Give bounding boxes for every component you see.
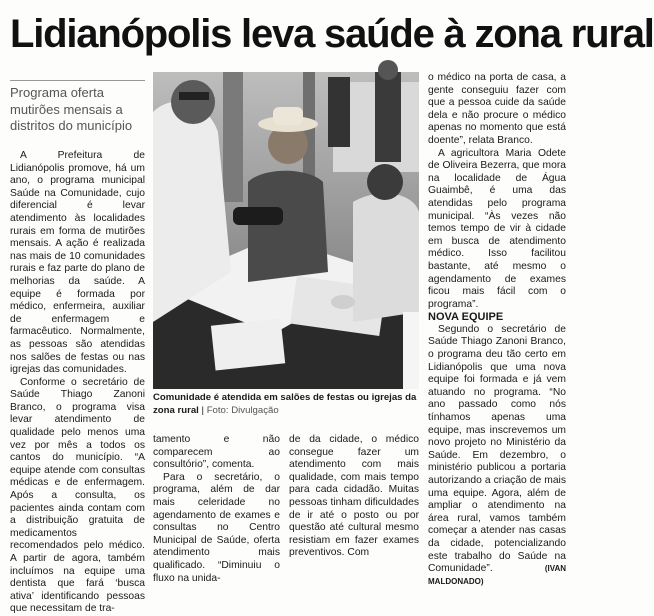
photo-caption [153,392,419,422]
section-title: NOVA EQUIPE [428,311,504,324]
paragraph: tamento e não comparecem ao consultório”, comenta. [153,434,280,471]
caption-text: Comunidade é atendida em salões de festas ou igrejas da zona rural [153,392,417,416]
paragraph: Para o secretário, o programa, além de dar mais celeridade no agendamento de exames e consultas no Centro Municipal de Saúde, oferta atendimento mais qualificado. “Diminuiu o fluxo na unida- [153,471,280,584]
paragraph-text: Segundo o secretário de Saúde Thiago Zanoni Branco, o programa deu tão certo em Lidianópolis que uma nova equipe foi formada e já vem atuando no programa. “No ano passado como nós tínhamos apenas uma equipe, mas inscrevemos um novo projeto no Ministério da Saúde. Em dezembro, o ministério publicou a portaria autorizando a criação de mais uma equipe. Agora, além de ampliar o atendimento na área rural, vamos também começar a atender nas casas da cidade, potencializando este trabalho do Saúde na Comunidade”. [428,323,566,575]
paragraph [428,324,566,588]
column-4 [428,72,566,586]
photo-credit: Foto: Divulgação [206,404,279,416]
headline: Lidianópolis leva saúde à zona rural [10,12,654,56]
subheadline: Programa oferta mutirões mensais a distritos do município [10,80,145,143]
article-photo [153,72,419,389]
paragraph: o médico na porta de casa, a gente conseguiu fazer com que a pessoa cuide da saúde dela e não procure o médico apenas no momento que está doente”, relata Branco. [428,72,566,146]
photo-illustration [153,72,419,389]
paragraph: Conforme o secretário de Saúde Thiago Zanoni Branco, o programa visa levar atendimento de qualidade pelo menos uma vez por mês a todos os cantos do município. “A equipe atende com consultas médicas e de enfermagem. Após a consulta, os pacientes ainda contam com a distribuição gratuita de medicamentos recomendados pelo médico. A partir de agora, também incluímos na equipe uma dentista que fará ‘busca ativa’ identificando pessoas que necessitam de tra- [10,376,145,615]
column-2 [153,434,280,584]
caption-separator: | [198,404,207,416]
column-1 [10,150,145,615]
column-3 [289,434,419,564]
paragraph: de da cidade, o médico consegue fazer um atendimento com mais qualidade, com mais tempo para cada cidadão. Muitas pessoas tinham dificuldades de ir até o posto ou por questão até cultural mesmo resistiam em fazer exames preventivos. Com [289,434,419,559]
paragraph: A Prefeitura de Lidianópolis promove, há um ano, o programa municipal Saúde na Comunidade, cujo diferencial é levar atendimento às localidades rurais em forma de mutirões mensais. A ação é realizada nas mais de 10 comunidades rurais e faz parte do plano de melhorias da saúde. A equipe é formada por médico, enfermeira, auxiliar de enfermagem e farmacêutico. Normalmente, as pessoas são atendidas nos salões de festas ou nas igrejas das comunidades. [10,150,145,376]
paragraph: A agricultora Maria Odete de Oliveira Bezerra, que mora na localidade de Água Guaimbê, é uma das atendidas pelo programa municipal. “Às vezes não temos tempo de vir à cidade em busca de atendimento médico. Isso facilitou bastante, até mesmo o agendamento de exames ficou mais fácil com o programa”. [428,147,566,310]
byline: (IVAN MALDONADO) [428,564,566,586]
